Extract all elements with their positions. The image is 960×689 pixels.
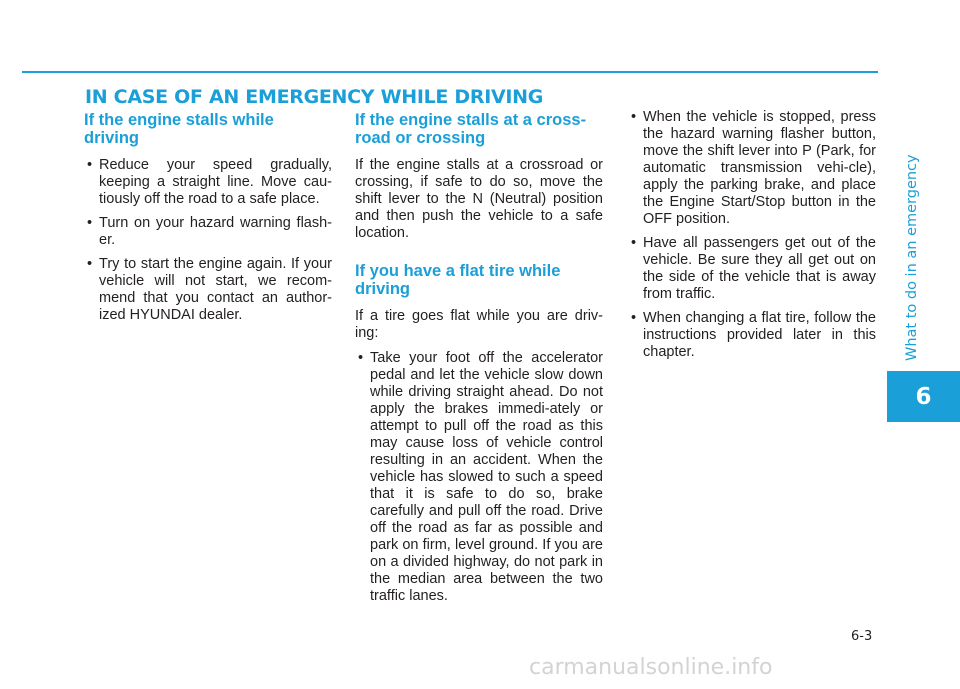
heading-engine-stalls-crossroad: If the engine stalls at a cross-road or crossing bbox=[355, 111, 587, 147]
list-item: • Reduce your speed gradually, keeping a straight line. Move cau-tiously off the road to a safe place. bbox=[87, 157, 332, 207]
bullet-icon: • bbox=[87, 157, 93, 173]
column-2 bbox=[355, 111, 603, 612]
heading-engine-stalls-driving: If the engine stalls while driving bbox=[84, 111, 274, 147]
list-item: • Try to start the engine again. If your vehicle will not start, we recom-mend that you contact an author-ized HYUNDAI dealer. bbox=[87, 256, 332, 323]
column-1 bbox=[84, 111, 332, 331]
section-title: IN CASE OF AN EMERGENCY WHILE DRIVING bbox=[85, 86, 544, 108]
top-divider bbox=[22, 71, 878, 73]
bullet-icon: • bbox=[631, 109, 637, 125]
list-item: • Turn on your hazard warning flash-er. bbox=[87, 215, 332, 248]
bullet-icon: • bbox=[87, 256, 93, 272]
paragraph-flat-tire: If a tire goes flat while you are driv-ing: bbox=[355, 308, 603, 341]
bullet-icon: • bbox=[87, 215, 93, 231]
paragraph-crossroad: If the engine stalls at a crossroad or crossing, if safe to do so, move the shift lever to the N (Neutral) position and then push the vehicle to a safe location. bbox=[355, 157, 603, 241]
chapter-number-tab: 6 bbox=[887, 371, 960, 422]
page-number: 6-3 bbox=[851, 629, 873, 644]
list-item: • Have all passengers get out of the vehicle. Be sure they all get out on the side of the vehicle that is away from traffic. bbox=[631, 235, 876, 302]
bullet-icon: • bbox=[358, 350, 364, 366]
list-item: • Take your foot off the accelerator pedal and let the vehicle slow down while driving straight ahead. Do not apply the brakes immedi-ately or attempt to pull off the road as this may cause loss of vehicle control resulting in an accident. When the vehicle has slowed to such a speed that it is safe to do so, brake carefully and pull off the road. Drive off the road as far as possible and park on firm, level ground. If you are on a divided highway, do not park in the median area between the two traffic lanes. bbox=[358, 350, 603, 604]
bullet-list bbox=[355, 350, 603, 605]
bullet-icon: • bbox=[631, 310, 637, 326]
bullet-list bbox=[84, 157, 332, 324]
column-3 bbox=[628, 109, 876, 368]
chapter-side-label: What to do in an emergency bbox=[904, 154, 920, 361]
heading-flat-tire: If you have a flat tire while driving bbox=[355, 262, 561, 298]
list-item: • When the vehicle is stopped, press the hazard warning flasher button, move the shift lever into P (Park, for automatic transmission vehi-cle), apply the parking brake, and place the Engine Start/Stop button in the OFF position. bbox=[631, 109, 876, 227]
bullet-list bbox=[628, 109, 876, 361]
bullet-icon: • bbox=[631, 235, 637, 251]
watermark: carmanualsonline.info bbox=[529, 655, 773, 680]
list-item: • When changing a flat tire, follow the instructions provided later in this chapter. bbox=[631, 310, 876, 360]
